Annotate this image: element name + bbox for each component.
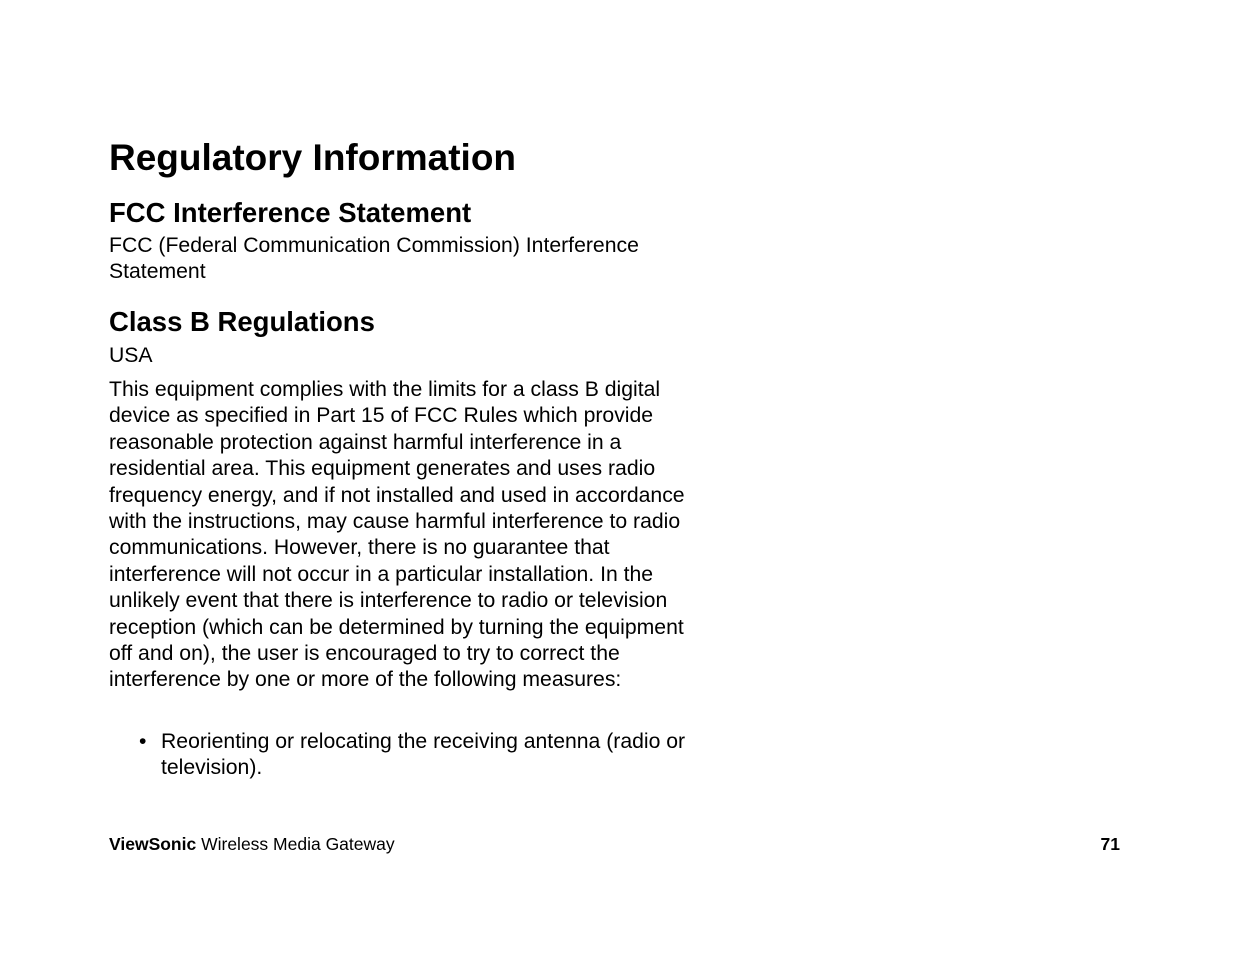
region-label: USA	[109, 344, 153, 367]
measures-list	[109, 729, 709, 782]
footer-brand: ViewSonic	[109, 834, 197, 854]
page-number: 71	[1100, 834, 1120, 854]
footer-product: Wireless Media Gateway	[201, 834, 395, 854]
footer	[109, 833, 395, 855]
bullet-icon: •	[139, 730, 147, 753]
page-title: Regulatory Information	[109, 137, 517, 178]
class-b-paragraph: This equipment complies with the limits for a class B digital device as specified in Part 15 of FCC Rules which provide reasonable protection against harmful interference in a residential area. This equipment generates and uses radio frequency energy, and if not installed and used in accordance with the instructions, may cause harmful interference to radio communications. However, there is no guarantee that interference will not occur in a particular installation. In the unlikely event that there is interference to radio or television reception (which can be determined by turning the equipment off and on), the user is encouraged to try to correct the interference by one or more of the following measures:	[109, 378, 685, 692]
fcc-heading: FCC Interference Statement	[109, 197, 472, 228]
class-b-heading: Class B Regulations	[109, 306, 375, 337]
list-item	[109, 729, 709, 782]
list-item-text: Reorienting or relocating the receiving antenna (radio or television).	[161, 730, 686, 780]
fcc-description: FCC (Federal Communication Commission) Interference Statement	[109, 234, 639, 284]
